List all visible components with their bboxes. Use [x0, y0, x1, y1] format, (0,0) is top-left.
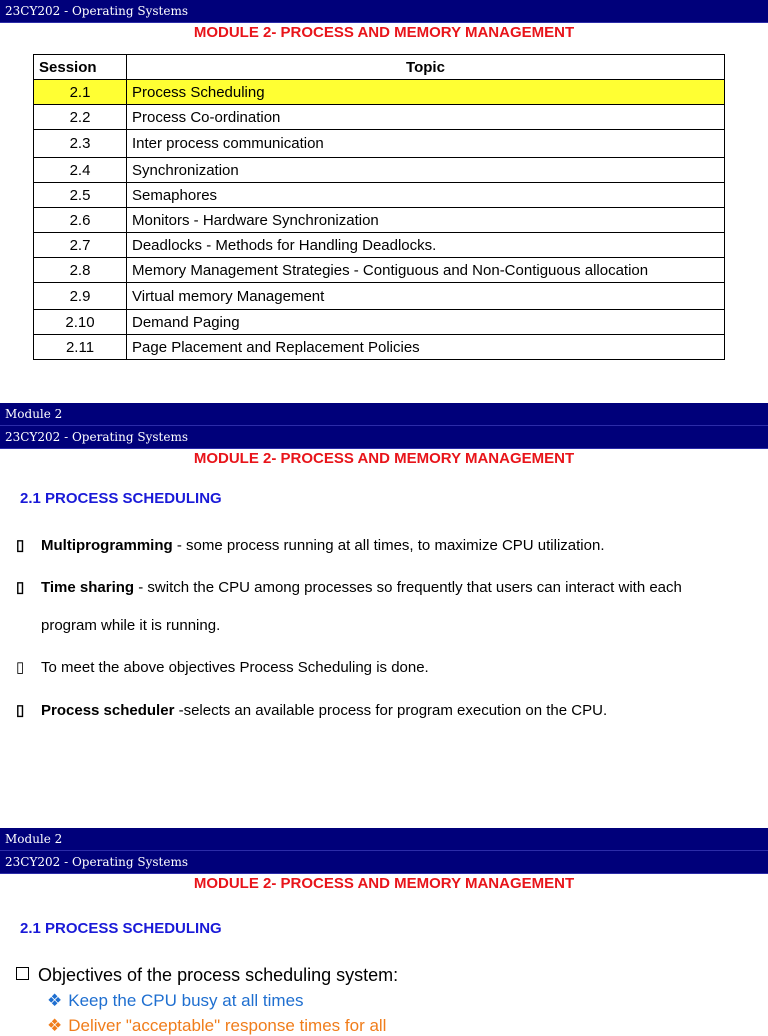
table-row — [34, 258, 725, 283]
session-cell: 2.4 — [34, 158, 127, 183]
table-row — [34, 283, 725, 310]
bullet-term: Process scheduler — [41, 702, 175, 719]
page2-section-title: 2.1 PROCESS SCHEDULING — [20, 490, 222, 507]
bullet-text: - switch the CPU among processes so frequently that users can interact with each — [134, 579, 682, 596]
bullet-item — [16, 701, 756, 719]
bullet-text: program while it is running. — [41, 617, 221, 634]
session-cell: 2.6 — [34, 208, 127, 233]
square-bullet-icon: ▯ — [16, 702, 25, 719]
page1-footer-bar — [0, 403, 768, 426]
page3-header-text: 23CY202 - Operating Systems — [5, 855, 188, 869]
table-row — [34, 80, 725, 105]
table-row — [34, 208, 725, 233]
bullet-text: - some process running at all times, to maximize CPU utilization. — [172, 537, 605, 554]
session-cell: 2.8 — [34, 258, 127, 283]
objective-text: Keep the CPU busy at all times — [68, 991, 304, 1010]
session-cell: 2.3 — [34, 130, 127, 158]
table-row — [34, 105, 725, 130]
table-row — [34, 310, 725, 335]
page2-header-bar — [0, 426, 768, 449]
topic-cell: Page Placement and Replacement Policies — [127, 335, 725, 360]
checkbox-bullet-icon — [16, 967, 29, 980]
table-row — [34, 233, 725, 258]
square-bullet-icon: ▯ — [16, 659, 25, 676]
topic-cell: Deadlocks - Methods for Handling Deadlocks. — [127, 233, 725, 258]
session-cell: 2.9 — [34, 283, 127, 310]
bullet-term: Time sharing — [41, 579, 135, 596]
bullet-text: To meet the above objectives Process Scheduling is done. — [41, 659, 429, 676]
topic-cell: Process Scheduling — [127, 80, 725, 105]
page3-section-title: 2.1 PROCESS SCHEDULING — [20, 920, 222, 937]
col-header-session: Session — [34, 55, 127, 80]
topic-cell: Semaphores — [127, 183, 725, 208]
page1-module-title: MODULE 2- PROCESS AND MEMORY MANAGEMENT — [193, 24, 575, 41]
page2-header-text: 23CY202 - Operating Systems — [5, 430, 188, 444]
page1-footer-text: Module 2 — [5, 407, 63, 421]
topic-cell: Monitors - Hardware Synchronization — [127, 208, 725, 233]
square-bullet-icon: ▯ — [16, 579, 25, 596]
topic-cell: Process Co-ordination — [127, 105, 725, 130]
session-cell: 2.5 — [34, 183, 127, 208]
session-cell: 2.1 — [34, 80, 127, 105]
table-row — [34, 335, 725, 360]
objective-item — [47, 991, 304, 1011]
col-header-topic: Topic — [127, 55, 725, 80]
bullet-item — [16, 536, 756, 554]
page3-header-bar — [0, 851, 768, 874]
bullet-item — [16, 578, 756, 596]
table-row — [34, 158, 725, 183]
bullet-item — [16, 658, 756, 676]
page2-footer-bar — [0, 828, 768, 851]
page2-module-title: MODULE 2- PROCESS AND MEMORY MANAGEMENT — [193, 450, 575, 467]
session-table — [33, 54, 725, 360]
table-header-row — [34, 55, 725, 80]
objective-item-partial — [47, 1016, 386, 1036]
table-row — [34, 183, 725, 208]
bullet-text: -selects an available process for program execution on the CPU. — [174, 702, 608, 719]
objectives-heading — [16, 965, 398, 986]
page1-header-bar — [0, 0, 768, 23]
square-bullet-icon: ▯ — [16, 537, 25, 554]
session-cell: 2.11 — [34, 335, 127, 360]
topic-cell: Inter process communication — [127, 130, 725, 158]
topic-cell: Memory Management Strategies - Contiguous and Non-Contiguous allocation — [127, 258, 725, 283]
page1-header-text: 23CY202 - Operating Systems — [5, 4, 188, 18]
page2-footer-text: Module 2 — [5, 832, 63, 846]
diamond-bullet-icon: ❖ — [47, 1016, 63, 1035]
session-cell: 2.10 — [34, 310, 127, 335]
diamond-bullet-icon: ❖ — [47, 991, 63, 1010]
topic-cell: Synchronization — [127, 158, 725, 183]
table-row — [34, 130, 725, 158]
bullet-term: Multiprogramming — [41, 537, 173, 554]
session-cell: 2.2 — [34, 105, 127, 130]
objective-text: Deliver "acceptable" response times for all — [68, 1016, 387, 1035]
session-cell: 2.7 — [34, 233, 127, 258]
topic-cell: Virtual memory Management — [127, 283, 725, 310]
topic-cell: Demand Paging — [127, 310, 725, 335]
page3-module-title: MODULE 2- PROCESS AND MEMORY MANAGEMENT — [193, 875, 575, 892]
bullet-continuation — [16, 617, 756, 634]
objectives-heading-text: Objectives of the process scheduling system: — [38, 965, 399, 985]
